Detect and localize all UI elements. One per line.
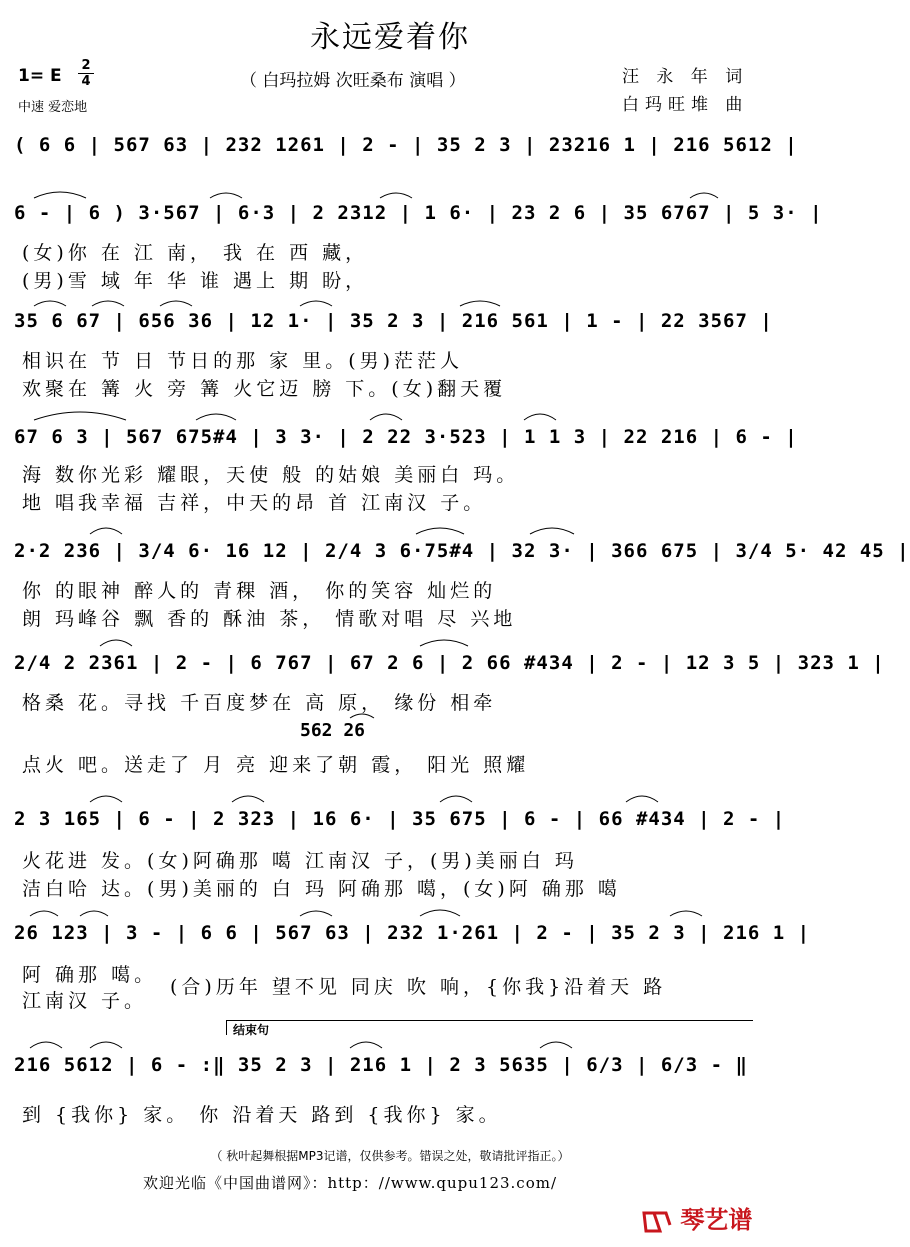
performers: （ 白玛拉姆 次旺桑布 演唱 ） — [240, 71, 466, 91]
transcription-note: （ 秋叶起舞根据MP3记谱，仅供参考。错误之处，敬请批评指正。） — [210, 1149, 570, 1163]
lyric-row: 地 唱我幸福 吉祥，中天的昂 首 江南汉 子。 — [22, 492, 487, 514]
music-row-3: 35 6 67 | 656 36 | 12 1· | 35 2 3 | 216 561 | 1 - | 22 3567 | — [14, 310, 773, 332]
composer-credit: 白玛旺堆 曲 — [622, 95, 749, 115]
lyric-row: 阿 确那 噶。 — [22, 964, 158, 986]
lyric-row: 朗 玛峰谷 飘 香的 酥油 茶， 情歌对唱 尽 兴地 — [22, 608, 517, 630]
key-signature: 1= E — [18, 66, 62, 86]
lyric-row: (女)你 在 江 南， 我 在 西 藏， — [22, 242, 369, 264]
tempo-marking: 中速 爱恋地 — [18, 100, 88, 115]
lyric-row: 到 {我你} 家。 你 沿着天 路到 {我你} 家。 — [22, 1104, 502, 1126]
alt-notation: 562 26 — [300, 720, 366, 741]
music-row-1: ( 6 6 | 567 63 | 232 1261 | 2 - | 35 2 3 | 23216 1 | 216 5612 | — [14, 134, 798, 156]
music-row-7: 2 3 165 | 6 - | 2 323 | 16 6· | 35 675 | 6 - | 66 #434 | 2 - | — [14, 808, 786, 830]
lyric-row: 江南汉 子。 — [22, 990, 148, 1012]
lyric-row: (合)历年 望不见 同庆 吹 响，{你我}沿着天 路 — [170, 976, 667, 998]
site-welcome: 欢迎光临《中国曲谱网》：http：//www.qupu123.com/ — [142, 1174, 558, 1192]
music-row-5: 2·2 236 | 3/4 6· 16 12 | 2/4 3 6·75#4 | 32 3· | 366 675 | 3/4 5· 42 45 | — [14, 540, 910, 562]
music-row-2: 6 - | 6 ) 3·567 | 6·3 | 2 2312 | 1 6· | 23 2 6 | 35 6767 | 5 3· | — [14, 202, 823, 224]
site-logo — [640, 1200, 752, 1235]
time-sig-top: 2 — [81, 58, 91, 73]
lyric-row: 点火 吧。送走了 月 亮 迎来了朝 霞， 阳光 照耀 — [22, 754, 530, 776]
music-row-9: 216 5612 | 6 - :‖ 35 2 3 | 216 1 | 2 3 5635 | 6/3 | 6/3 - ‖ — [14, 1054, 748, 1076]
lyricist-credit: 汪 永 年 词 — [622, 67, 749, 87]
lyric-row: 海 数你光彩 耀眼，天使 般 的姑娘 美丽白 玛。 — [22, 464, 520, 486]
lyric-row: 欢聚在 篝 火 旁 篝 火它迈 膀 下。(女)翻天覆 — [22, 378, 507, 400]
lyric-row: 火花进 发。(女)阿确那 噶 江南汉 子，(男)美丽白 玛 — [22, 850, 578, 872]
music-row-8: 26 123 | 3 - | 6 6 | 567 63 | 232 1·261 | 2 - | 35 2 3 | 216 1 | — [14, 922, 811, 944]
lyric-row: 洁白哈 达。(男)美丽的 白 玛 阿确那 噶，(女)阿 确那 噶 — [22, 878, 621, 900]
lyric-row: 格桑 花。寻找 千百度梦在 高 原， 缘份 相牵 — [22, 692, 497, 714]
lyric-row: (男)雪 域 年 华 谁 遇上 期 盼， — [22, 270, 369, 292]
ending-bracket: 结束句 — [226, 1020, 753, 1035]
music-row-6: 2/4 2 2361 | 2 - | 6 767 | 67 2 6 | 2 66 #434 | 2 - | 12 3 5 | 323 1 | — [14, 652, 885, 674]
piano-key-icon — [640, 1207, 672, 1235]
lyric-row: 相识在 节 日 节日的那 家 里。(男)茫茫人 — [22, 350, 464, 372]
time-sig-bottom: 4 — [78, 73, 94, 89]
music-row-4: 67 6 3 | 567 675#4 | 3 3· | 2 22 3·523 | 1 1 3 | 22 216 | 6 - | — [14, 426, 798, 448]
logo-text: 琴艺谱 — [680, 1206, 753, 1234]
lyric-row: 你 的眼神 醉人的 青稞 酒， 你的笑容 灿烂的 — [22, 580, 497, 602]
page-title: 永远爱着你 — [310, 20, 470, 55]
